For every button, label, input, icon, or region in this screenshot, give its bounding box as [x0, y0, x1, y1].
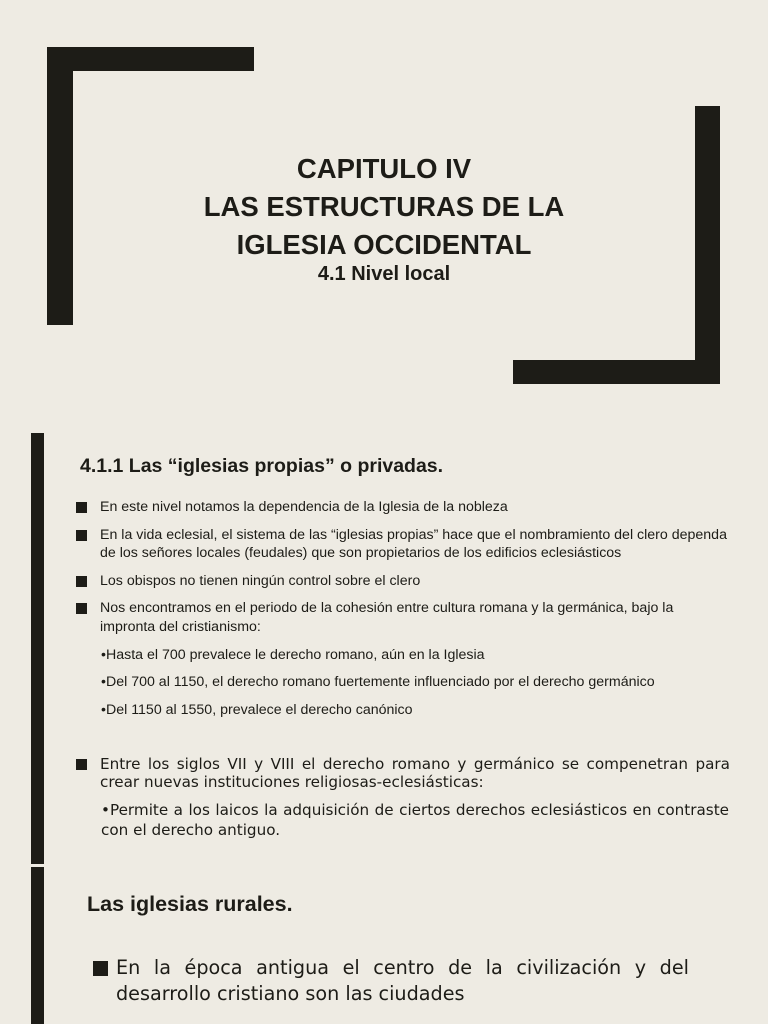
- section-heading: 4.1.1 Las “iglesias propias” o privadas.: [80, 455, 444, 477]
- bullet-list: [76, 498, 730, 636]
- slide3-accent-bar: [31, 867, 44, 1024]
- bullet-text: En la vida eclesial, el sistema de las “iglesias propias” hace que el nombramiento del clero dependa de los señores locales (feudales) que son propietarios de los edificios eclesiásticos: [100, 526, 727, 561]
- bullet-text: En la época antigua el centro de la civilización y del desarrollo cristiano son las ciudades: [116, 956, 689, 1005]
- title-line-1: CAPITULO IV: [296, 153, 472, 184]
- bullet-text: Nos encontramos en el periodo de la cohesión entre cultura romana y la germánica, bajo la impronta del cristianismo:: [100, 600, 674, 635]
- sub-bullet: •Hasta el 700 prevalece le derecho romano, aún en la Iglesia: [101, 647, 485, 663]
- title-line-2: LAS ESTRUCTURAS DE LA: [203, 191, 565, 222]
- bullet-item: [76, 599, 730, 636]
- square-bullet-icon: [76, 759, 87, 770]
- bullet-text: Los obispos no tienen ningún control sobre el clero: [100, 572, 421, 589]
- slide2-accent-bar: [31, 433, 44, 864]
- frame-bottom-right-vertical: [695, 106, 720, 384]
- bullet-item-5: [76, 755, 730, 791]
- square-bullet-icon: [76, 502, 87, 513]
- frame-top-left-vertical: [47, 47, 73, 325]
- slide-subtitle: 4.1 Nivel local: [317, 263, 451, 285]
- square-bullet-icon: [76, 530, 87, 541]
- bullet-item: [76, 498, 730, 517]
- bullet-item: [76, 572, 730, 591]
- sub-bullet: •Permite a los laicos la adquisición de ciertos derechos eclesiásticos en contraste con el derecho antiguo.: [101, 801, 729, 839]
- frame-bottom-right-horizontal: [513, 360, 720, 384]
- bullet-item: [93, 955, 689, 1007]
- square-bullet-icon: [76, 576, 87, 587]
- bullet-text: Entre los siglos VII y VIII el derecho romano y germánico se compenetran para crear nuevas instituciones religiosas-eclesiásticas:: [100, 755, 730, 791]
- square-bullet-icon: [76, 603, 87, 614]
- slide-title: [150, 150, 618, 264]
- sub-bullet: •Del 700 al 1150, el derecho romano fuertemente influenciado por el derecho germánico: [101, 674, 655, 690]
- bullet-item: [76, 526, 730, 563]
- bullet-text: En este nivel notamos la dependencia de la Iglesia de la nobleza: [100, 499, 508, 515]
- title-line-3: IGLESIA OCCIDENTAL: [236, 229, 532, 260]
- sub-bullet: •Del 1150 al 1550, prevalece el derecho canónico: [101, 702, 413, 718]
- square-bullet-icon: [93, 961, 108, 976]
- frame-top-left-horizontal: [47, 47, 254, 71]
- section-heading: Las iglesias rurales.: [87, 892, 293, 916]
